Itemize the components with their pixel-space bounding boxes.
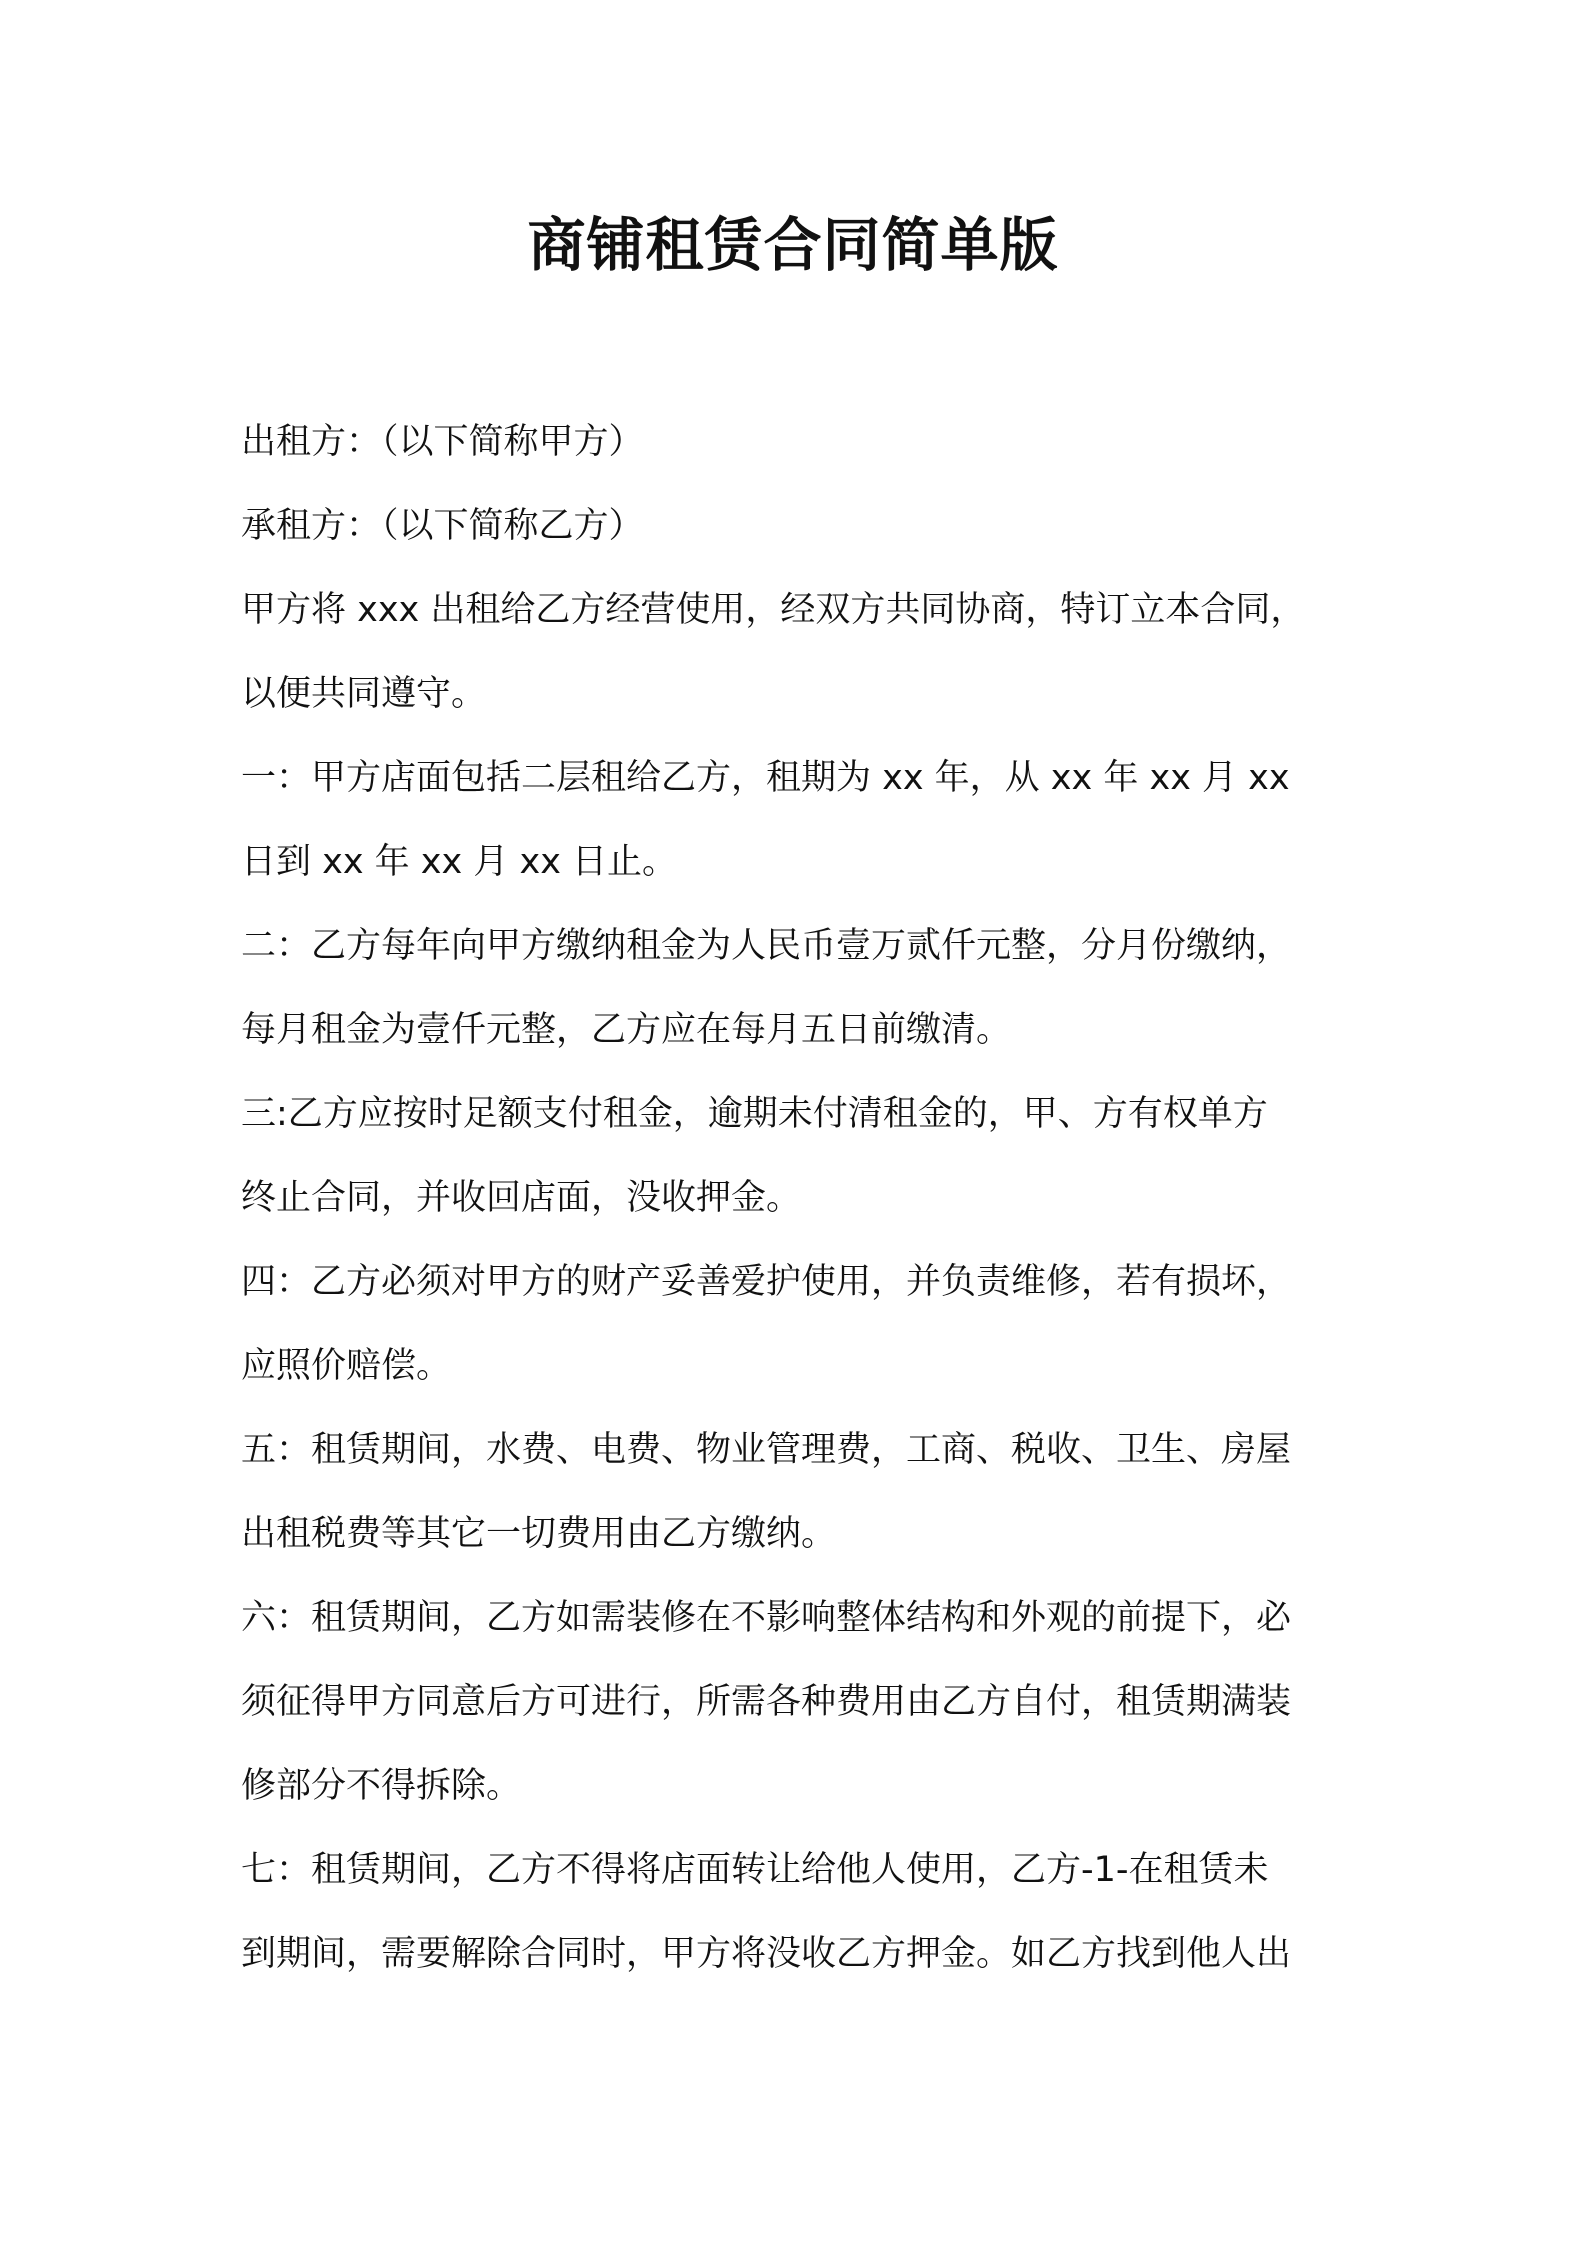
text-line: 出租税费等其它一切费用由乙方缴纳。 (241, 1514, 837, 1554)
lessee-line: 承租方：（以下简称乙方） (241, 506, 644, 546)
text-line: 四：乙方必须对甲方的财产妥善爱护使用，并负责维修，若有损坏， (241, 1262, 1292, 1302)
text-line: 终止合同，并收回店面，没收押金。 (241, 1178, 802, 1218)
text-line: 须征得甲方同意后方可进行，所需各种费用由乙方自付，租赁期满装 (241, 1682, 1292, 1722)
document-title: 商铺租赁合同简单版 (527, 211, 1059, 279)
clause-2-paragraph (241, 904, 1361, 1072)
clause-4-paragraph (241, 1240, 1361, 1408)
text-line: 应照价赔偿。 (241, 1346, 452, 1386)
contract-body (241, 400, 1361, 1996)
text-line: 三:乙方应按时足额支付租金，逾期未付清租金的，甲、方有权单方 (241, 1094, 1268, 1134)
lessor-line: 出租方：（以下简称甲方） (241, 422, 644, 462)
clause-7-paragraph (241, 1828, 1361, 1996)
text-line: 甲方将 xxx 出租给乙方经营使用，经双方共同协商，特订立本合同， (241, 590, 1306, 630)
text-line: 五：租赁期间，水费、电费、物业管理费，工商、税收、卫生、房屋 (241, 1430, 1292, 1470)
text-line: 到期间，需要解除合同时，甲方将没收乙方押金。如乙方找到他人出 (241, 1934, 1292, 1974)
text-line: 一：甲方店面包括二层租给乙方，租期为 xx 年，从 xx 年 xx 月 xx (241, 758, 1290, 798)
text-line: 每月租金为壹仟元整，乙方应在每月五日前缴清。 (241, 1010, 1012, 1050)
text-line: 七：租赁期间，乙方不得将店面转让给他人使用，乙方-1-在租赁未 (241, 1850, 1269, 1890)
clause-1-paragraph (241, 736, 1361, 904)
text-line: 修部分不得拆除。 (241, 1766, 522, 1806)
text-line: 六：租赁期间，乙方如需装修在不影响整体结构和外观的前提下，必 (241, 1598, 1292, 1638)
text-line: 日到 xx 年 xx 月 xx 日止。 (241, 842, 678, 882)
clause-6-paragraph (241, 1576, 1361, 1828)
text-line: 二：乙方每年向甲方缴纳租金为人民币壹万贰仟元整，分月份缴纳， (241, 926, 1292, 966)
intro-paragraph (241, 568, 1361, 736)
text-line: 以便共同遵守。 (241, 674, 487, 714)
clause-3-paragraph (241, 1072, 1361, 1240)
clause-5-paragraph (241, 1408, 1361, 1576)
